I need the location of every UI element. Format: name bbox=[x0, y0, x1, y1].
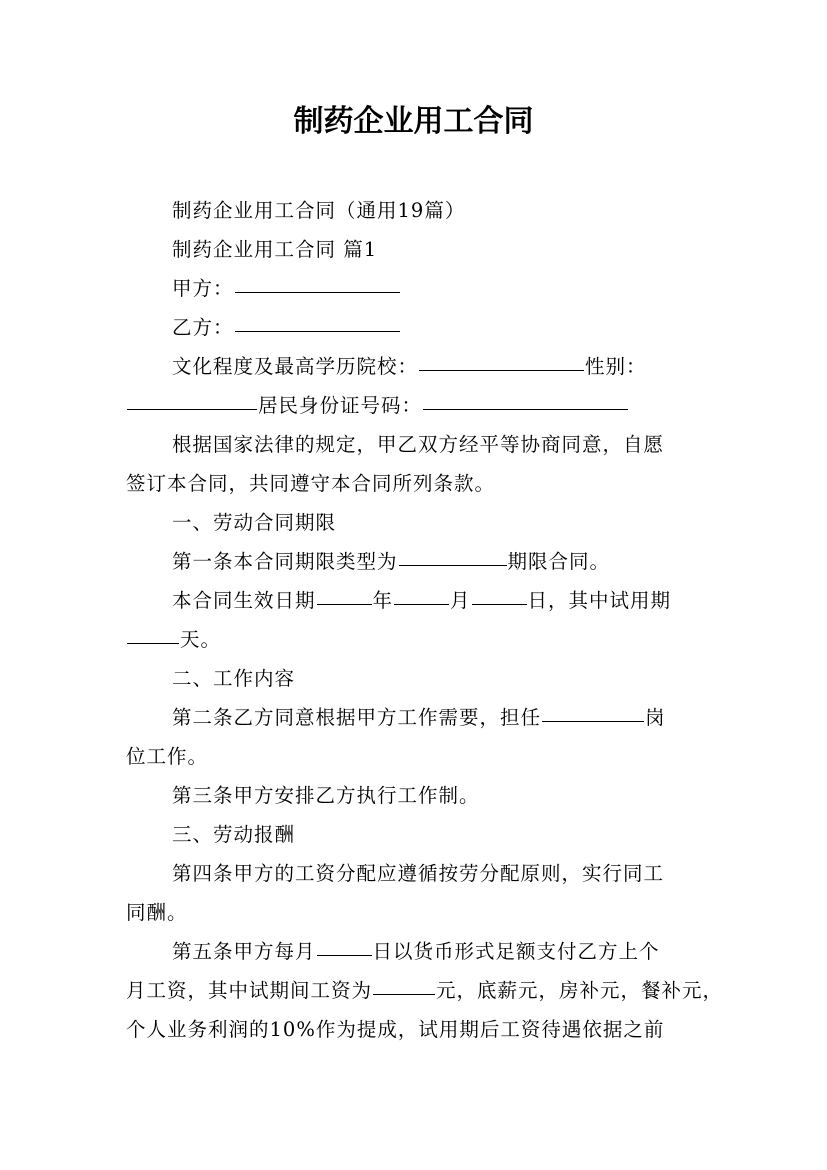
education-line: 文化程度及最高学历院校： 性别： bbox=[172, 355, 647, 378]
blank-line bbox=[235, 330, 400, 332]
article-line: 天。 bbox=[126, 623, 706, 657]
article-line: 第一条本合同期限类型为 期限合同。 bbox=[172, 550, 611, 573]
section-heading: 三、劳动报酬 bbox=[172, 823, 296, 846]
article-line: 月工资，其中试期间工资为 元，底薪元，房补元，餐补元， bbox=[126, 979, 724, 1002]
subtitle-line: 制药企业用工合同（通用19篇） bbox=[172, 199, 466, 222]
article-line: 第三条甲方安排乙方执行工作制。 bbox=[172, 784, 480, 807]
article-line: 本合同生效日期 年 月 日，其中试用期 bbox=[172, 589, 672, 612]
document-title: 制药企业用工合同 bbox=[293, 104, 534, 139]
section-heading: 一、劳动合同期限 bbox=[172, 511, 337, 534]
blank-line bbox=[399, 564, 507, 566]
blank-line bbox=[394, 603, 449, 605]
article-line: 第四条甲方的工资分配应遵循按劳分配原则，实行同工 bbox=[172, 862, 665, 885]
id-number-line: 居民身份证号码： bbox=[126, 389, 706, 423]
paragraph-line: 签订本合同，共同遵守本合同所列条款。 bbox=[126, 472, 496, 495]
section-heading: 制药企业用工合同 篇1 bbox=[172, 238, 378, 261]
blank-line bbox=[317, 603, 372, 605]
article-line: 同酬。 bbox=[126, 901, 188, 924]
blank-line bbox=[317, 954, 372, 956]
blank-line bbox=[373, 993, 435, 995]
blank-line bbox=[127, 642, 179, 644]
blank-line bbox=[423, 408, 628, 410]
article-line: 位工作。 bbox=[126, 745, 209, 768]
paragraph-line: 根据国家法律的规定，甲乙双方经平等协商同意，自愿 bbox=[172, 433, 665, 456]
section-heading: 二、工作内容 bbox=[172, 667, 296, 690]
article-line: 第五条甲方每月 日以货币形式足额支付乙方上个 bbox=[172, 940, 660, 963]
article-line: 第二条乙方同意根据甲方工作需要，担任 岗 bbox=[172, 706, 666, 729]
blank-line bbox=[235, 291, 400, 293]
party-b-line: 乙方： bbox=[172, 311, 712, 345]
blank-line bbox=[419, 369, 584, 371]
blank-line bbox=[542, 720, 644, 722]
blank-line bbox=[127, 408, 257, 410]
article-line: 个人业务利润的10%作为提成，试用期后工资待遇依据之前 bbox=[126, 1018, 665, 1041]
party-a-line: 甲方： bbox=[172, 272, 712, 306]
blank-line bbox=[472, 603, 527, 605]
